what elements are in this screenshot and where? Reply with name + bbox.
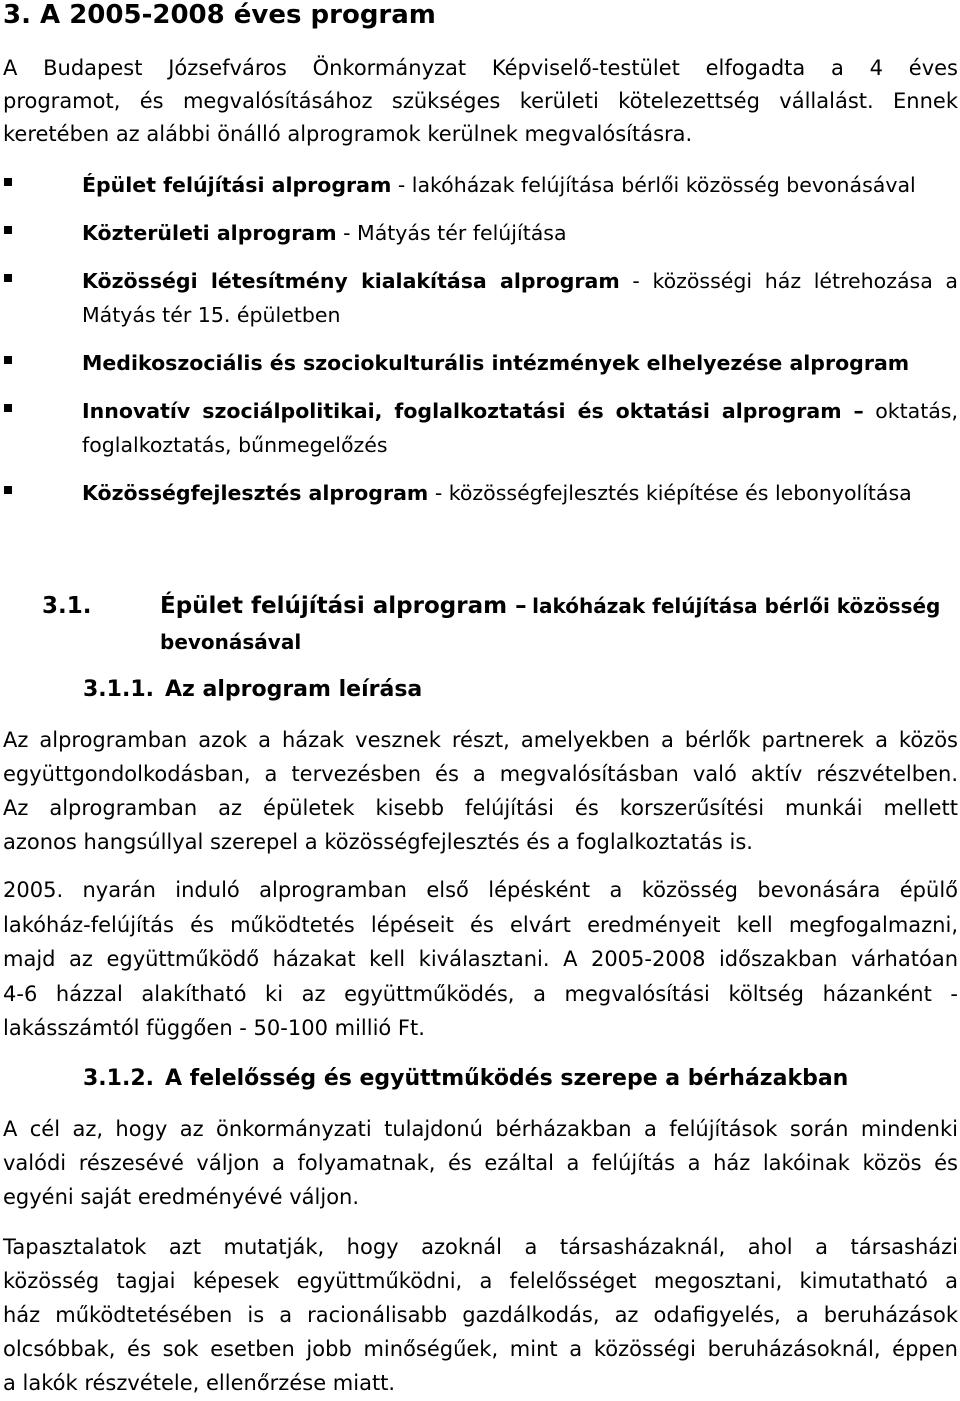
subsection-title-continued: lakóházak felújítása bérlői közösség bevonásával bbox=[160, 594, 941, 654]
text-line: A cél az, hogy az önkormányzati tulajdonú bérházakban a felújítások során mindenki bbox=[3, 1117, 958, 1141]
subprogram-description: oktatás, foglalkoztatás, bűnmegelőzés bbox=[82, 399, 958, 457]
text-line: lakásszámtól függően - 50-100 millió Ft. bbox=[3, 1016, 425, 1040]
part-heading bbox=[0, 1062, 958, 1096]
list-item bbox=[0, 476, 958, 510]
square-bullet-icon bbox=[4, 226, 12, 234]
subsection-heading bbox=[0, 589, 958, 659]
subprogram-name: Közösségfejlesztés alprogram bbox=[82, 481, 429, 505]
text-line: olcsóbbak, és sok esetben jobb minőségűek, mint a közösségi beruházásoknál, éppen bbox=[3, 1337, 958, 1361]
text-line: ház működtetésében is a racionálisabb gazdálkodás, az odafigyelés, a beruházások bbox=[3, 1303, 958, 1327]
subsection-number: 3.1. bbox=[42, 593, 92, 619]
subsection-title bbox=[160, 589, 958, 661]
paragraph bbox=[3, 1112, 958, 1214]
list-item bbox=[0, 394, 958, 462]
subprogram-name: Innovatív szociálpolitikai, foglalkoztatási és oktatási alprogram – bbox=[82, 399, 864, 423]
part-heading bbox=[0, 673, 958, 707]
chapter-number: 3. bbox=[3, 0, 31, 30]
text-line: keretében az alábbi önálló alprogramok kerülnek megvalósításra. bbox=[3, 122, 693, 146]
list-item bbox=[0, 346, 958, 380]
paragraph bbox=[3, 1230, 958, 1400]
text-line: majd az együttműködő házakat kell kiválasztani. A 2005-2008 időszakban várhatóan bbox=[3, 947, 958, 971]
subprogram-name: Medikoszociális és szociokulturális intézmények elhelyezése alprogram bbox=[82, 351, 910, 375]
list-item bbox=[0, 216, 958, 250]
square-bullet-icon bbox=[4, 178, 12, 186]
list-item bbox=[0, 264, 958, 332]
text-line: 2005. nyarán induló alprogramban első lépésként a közösség bevonására épülő bbox=[3, 878, 958, 902]
part-title: A felelősség és együttműködés szerepe a bérházakban bbox=[165, 1066, 849, 1091]
text-line: közösség tagjai képesek együttműködni, a felelősséget megosztani, kimutatható a bbox=[3, 1269, 958, 1293]
subprogram-description: - közösségfejlesztés kiépítése és lebonyolítása bbox=[434, 481, 912, 505]
subprogram-description: - Mátyás tér felújítása bbox=[343, 221, 567, 245]
part-number: 3.1.2. bbox=[83, 1066, 154, 1091]
text-line: valódi részesévé váljon a folyamatnak, és ezáltal a felújítás a ház lakóinak közös és bbox=[3, 1151, 958, 1175]
text-line: lakóház-felújítás és működtetés lépéseit és elvárt eredményeit kell megfogalmazni, bbox=[3, 912, 958, 937]
text-line: együttgondolkodásban, a tervezésben és a megvalósításban való aktív részvételben. bbox=[3, 762, 958, 786]
square-bullet-icon bbox=[4, 486, 12, 494]
subsection-title-main: Épület felújítási alprogram – bbox=[160, 593, 527, 619]
paragraph bbox=[3, 873, 958, 1046]
text-line: programot, és megvalósításához szükséges kerületi kötelezettség vállalást. Ennek bbox=[3, 89, 958, 113]
square-bullet-icon bbox=[4, 274, 12, 282]
text-line: egyéni saját eredményévé váljon. bbox=[3, 1185, 360, 1209]
square-bullet-icon bbox=[4, 356, 12, 364]
subprogram-name: Épület felújítási alprogram bbox=[82, 173, 392, 197]
text-line: 4-6 házzal alakítható ki az együttműködés, a megvalósítási költség házanként - bbox=[3, 981, 958, 1006]
list-item bbox=[0, 168, 958, 202]
chapter-heading bbox=[3, 0, 953, 30]
text-line: A Budapest Józsefváros Önkormányzat Képviselő-testület elfogadta a 4 éves bbox=[3, 56, 958, 80]
text-line: a lakók részvétele, ellenőrzése miatt. bbox=[3, 1371, 396, 1395]
intro-paragraph bbox=[3, 52, 958, 151]
chapter-title: A 2005-2008 éves program bbox=[40, 0, 436, 30]
part-number: 3.1.1. bbox=[83, 677, 154, 702]
subprogram-name: Közterületi alprogram bbox=[82, 221, 337, 245]
subprogram-description: - közösségi ház létrehozása a Mátyás tér 15. épületben bbox=[82, 269, 958, 327]
text-line: Az alprogramban azok a házak vesznek részt, amelyekben a bérlők partnerek a közös bbox=[3, 728, 958, 752]
text-line: azonos hangsúllyal szerepel a közösségfejlesztés és a foglalkoztatás is. bbox=[3, 830, 753, 854]
subprogram-name: Közösségi létesítmény kialakítása alprogram bbox=[82, 269, 620, 293]
subprogram-list bbox=[0, 168, 958, 524]
subprogram-description: - lakóházak felújítása bérlői közösség bevonásával bbox=[397, 173, 916, 197]
part-title: Az alprogram leírása bbox=[165, 677, 423, 702]
paragraph bbox=[3, 723, 958, 859]
text-line: Tapasztalatok azt mutatják, hogy azoknál a társasházaknál, ahol a társasházi bbox=[3, 1235, 958, 1259]
square-bullet-icon bbox=[4, 404, 12, 412]
text-line: Az alprogramban az épületek kisebb felújítási és korszerűsítési munkái mellett bbox=[3, 796, 958, 820]
